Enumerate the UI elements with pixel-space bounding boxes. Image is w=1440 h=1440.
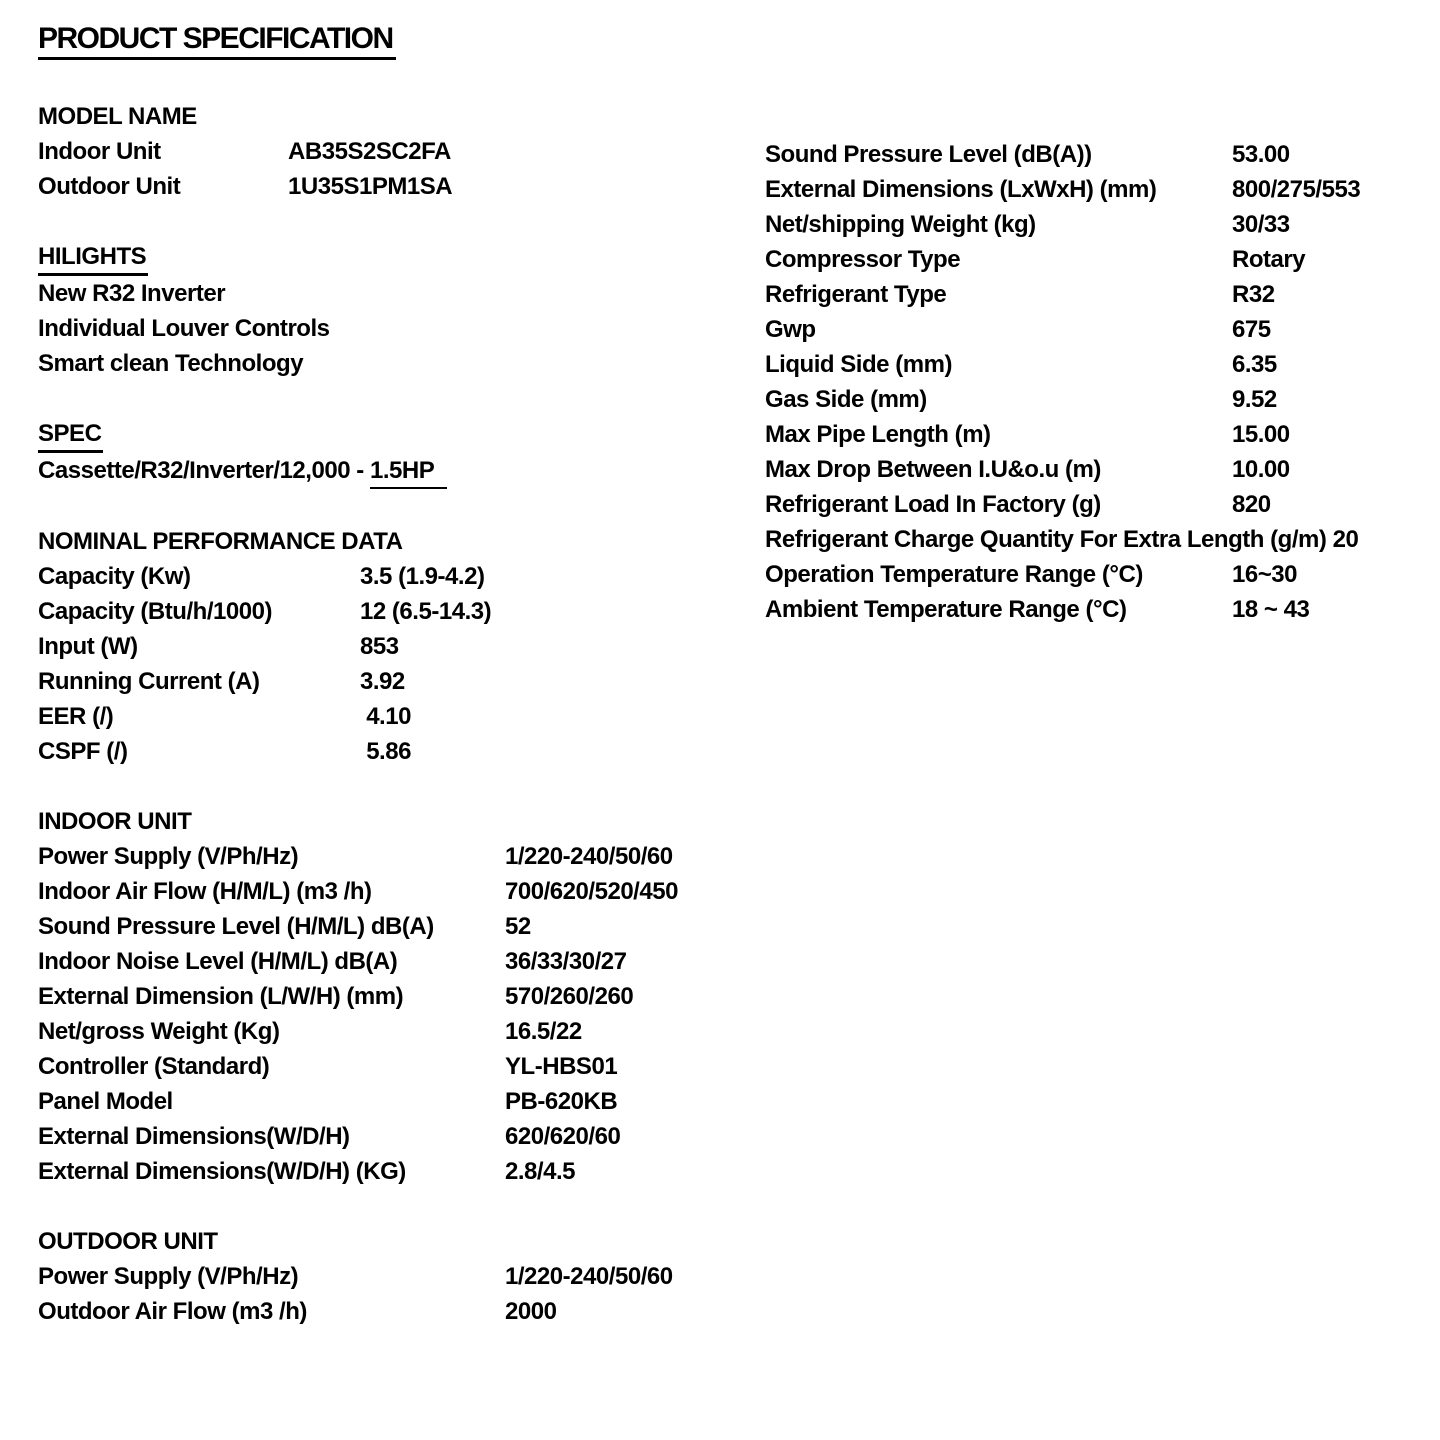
outdoor-unit-rows	[38, 1259, 753, 1329]
spec-value: 3.5 (1.9-4.2)	[360, 563, 485, 590]
indoor-unit-section	[38, 804, 753, 1189]
hilight-line: New R32 Inverter	[38, 280, 226, 307]
spec-value: 853	[360, 633, 399, 660]
spec-value: 9.52	[1232, 386, 1277, 413]
spec-label: Max Drop Between I.U&o.u (m)	[765, 456, 1101, 483]
spec-value: 820	[1232, 491, 1271, 518]
outdoor-spec-rows	[765, 137, 1437, 627]
spec-value: 700/620/520/450	[505, 878, 678, 905]
left-column	[38, 99, 753, 1329]
spec-label: Sound Pressure Level (H/M/L) dB(A)	[38, 913, 434, 940]
spec-value: 16.5/22	[505, 1018, 582, 1045]
spec-value: 36/33/30/27	[505, 948, 627, 975]
hilights-lines	[38, 276, 753, 381]
spec-row	[765, 312, 1437, 347]
spec-row	[765, 487, 1437, 522]
spec-label: Power Supply (V/Ph/Hz)	[38, 1263, 299, 1290]
spec-value: 18 ~ 43	[1232, 596, 1310, 623]
spec-value: 570/260/260	[505, 983, 634, 1010]
spec-label: Panel Model	[38, 1088, 173, 1115]
spec-row	[765, 207, 1437, 242]
spec-value: 12 (6.5-14.3)	[360, 598, 492, 625]
spec-row	[38, 169, 753, 204]
outdoor-unit-heading: OUTDOOR UNIT	[38, 1228, 218, 1255]
spec-label: Net/shipping Weight (kg)	[765, 211, 1036, 238]
spec-row	[38, 944, 753, 979]
spec-label: Net/gross Weight (Kg)	[38, 1018, 280, 1045]
spec-row	[38, 664, 753, 699]
spec-row	[38, 559, 753, 594]
spec-label: CSPF (/)	[38, 738, 128, 765]
spec-value: 1/220-240/50/60	[505, 843, 673, 870]
hilights-heading	[38, 239, 753, 276]
spec-value: 2000	[505, 1298, 557, 1325]
spec-row	[38, 734, 753, 769]
spec-row	[765, 522, 1437, 557]
spec-row	[765, 557, 1437, 592]
spec-value: 1U35S1PM1SA	[288, 173, 453, 200]
spec-value: 5.86	[360, 738, 411, 765]
spec-line-prefix: Cassette/R32/Inverter/12,000 -	[38, 457, 370, 484]
right-column	[765, 137, 1437, 627]
spec-value: 6.35	[1232, 351, 1277, 378]
spec-label: Liquid Side (mm)	[765, 351, 952, 378]
spec-row	[765, 382, 1437, 417]
spec-label: Indoor Air Flow (H/M/L) (m3 /h)	[38, 878, 372, 905]
spec-label: Outdoor Air Flow (m3 /h)	[38, 1298, 307, 1325]
spec-row	[38, 979, 753, 1014]
spec-section	[38, 416, 753, 489]
spec-label: External Dimensions (LxWxH) (mm)	[765, 176, 1157, 203]
spec-row	[38, 699, 753, 734]
hilights-section	[38, 239, 753, 381]
spec-value: 30/33	[1232, 211, 1290, 238]
spec-value: YL-HBS01	[505, 1053, 618, 1080]
spec-row	[765, 592, 1437, 627]
spec-label: Outdoor Unit	[38, 173, 181, 200]
spec-row	[38, 1294, 753, 1329]
spec-label: Sound Pressure Level (dB(A))	[765, 141, 1092, 168]
nominal-performance-section	[38, 524, 753, 769]
spec-row	[38, 1014, 753, 1049]
spec-label: Running Current (A)	[38, 668, 260, 695]
spec-value: 4.10	[360, 703, 411, 730]
spec-label: External Dimensions(W/D/H) (KG)	[38, 1158, 406, 1185]
spec-row	[765, 417, 1437, 452]
indoor-unit-rows	[38, 839, 753, 1189]
spec-row	[38, 1154, 753, 1189]
spec-label: Ambient Temperature Range (°C)	[765, 596, 1127, 623]
hilights-heading-text: HILIGHTS	[38, 241, 148, 276]
spec-label: Refrigerant Type	[765, 281, 947, 308]
spec-label: EER (/)	[38, 703, 114, 730]
page-title	[38, 20, 396, 60]
page-title-text: PRODUCT SPECIFICATION	[38, 20, 396, 60]
hilight-line: Individual Louver Controls	[38, 315, 330, 342]
spec-row	[38, 874, 753, 909]
spec-value: 675	[1232, 316, 1271, 343]
spec-label: Gwp	[765, 316, 816, 343]
outdoor-unit-section	[38, 1224, 753, 1329]
spec-label: External Dimension (L/W/H) (mm)	[38, 983, 404, 1010]
spec-row	[38, 134, 753, 169]
spec-line-hp: 1.5HP	[370, 455, 447, 489]
spec-row	[38, 1119, 753, 1154]
spec-value: 16~30	[1232, 561, 1298, 588]
spec-label: Power Supply (V/Ph/Hz)	[38, 843, 299, 870]
spec-value: R32	[1232, 281, 1275, 308]
spec-value: 3.92	[360, 668, 405, 695]
nominal-performance-rows	[38, 559, 753, 769]
spec-label: Capacity (Btu/h/1000)	[38, 598, 272, 625]
spec-row	[765, 347, 1437, 382]
spec-value: 2.8/4.5	[505, 1158, 576, 1185]
spec-label: Refrigerant Load In Factory (g)	[765, 491, 1101, 518]
spec-heading-text: SPEC	[38, 418, 103, 453]
spec-label: Controller (Standard)	[38, 1053, 270, 1080]
spec-value: 15.00	[1232, 421, 1290, 448]
spec-row	[38, 1049, 753, 1084]
spec-row	[38, 1084, 753, 1119]
spec-value: 52	[505, 913, 531, 940]
spec-row	[765, 452, 1437, 487]
spec-row	[38, 839, 753, 874]
model-name-rows	[38, 134, 753, 204]
spec-value: 20	[1326, 526, 1359, 553]
spec-value: 1/220-240/50/60	[505, 1263, 673, 1290]
spec-value: 620/620/60	[505, 1123, 621, 1150]
spec-row	[765, 242, 1437, 277]
indoor-unit-heading: INDOOR UNIT	[38, 808, 192, 835]
spec-row	[38, 1259, 753, 1294]
spec-label: Indoor Noise Level (H/M/L) dB(A)	[38, 948, 398, 975]
spec-value: 53.00	[1232, 141, 1290, 168]
spec-label: Refrigerant Charge Quantity For Extra Length (g/m)	[765, 526, 1327, 553]
spec-label: External Dimensions(W/D/H)	[38, 1123, 350, 1150]
spec-value: Rotary	[1232, 246, 1306, 273]
nominal-performance-heading: NOMINAL PERFORMANCE DATA	[38, 528, 403, 555]
spec-row	[38, 594, 753, 629]
spec-label: Input (W)	[38, 633, 138, 660]
spec-value: PB-620KB	[505, 1088, 618, 1115]
spec-value: 800/275/553	[1232, 176, 1361, 203]
spec-line	[38, 453, 753, 489]
spec-row	[38, 629, 753, 664]
spec-label: Compressor Type	[765, 246, 961, 273]
spec-row	[765, 172, 1437, 207]
model-name-section	[38, 99, 753, 204]
spec-value: AB35S2SC2FA	[288, 138, 451, 165]
spec-label: Gas Side (mm)	[765, 386, 927, 413]
spec-row	[765, 277, 1437, 312]
model-name-heading: MODEL NAME	[38, 103, 197, 130]
spec-row	[38, 909, 753, 944]
spec-heading	[38, 416, 753, 453]
hilight-line: Smart clean Technology	[38, 350, 304, 377]
spec-label: Max Pipe Length (m)	[765, 421, 991, 448]
spec-value: 10.00	[1232, 456, 1290, 483]
spec-label: Operation Temperature Range (°C)	[765, 561, 1143, 588]
spec-label: Indoor Unit	[38, 138, 161, 165]
spec-row	[765, 137, 1437, 172]
spec-label: Capacity (Kw)	[38, 563, 191, 590]
